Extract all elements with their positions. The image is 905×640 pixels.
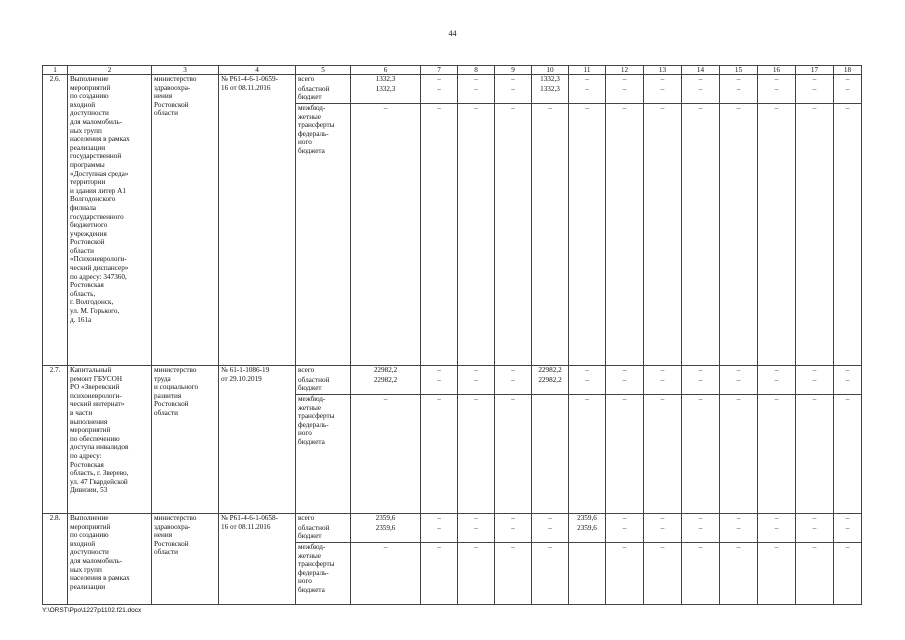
contract-number: № 61-1-1086-19 от 29.10.2019 (219, 366, 296, 514)
amount-cell: – (796, 514, 834, 524)
amount-cell: – (532, 543, 569, 605)
contract-number: № Р61-4-6-1-0658- 16 от 08.11.2016 (219, 514, 296, 605)
amount-cell: – (421, 104, 458, 366)
amount-cell: – (351, 395, 421, 514)
column-header: 9 (495, 66, 532, 75)
funding-source-label: межбюд- жетные трансферты федераль- ного бюджета (296, 543, 351, 605)
row-number: 2.8. (43, 514, 68, 605)
table-row (43, 514, 862, 524)
column-header: 8 (458, 66, 495, 75)
amount-cell: – (682, 366, 720, 376)
column-header: 6 (351, 66, 421, 75)
amount-cell: – (720, 376, 758, 395)
amount-cell: – (682, 75, 720, 85)
program-table (42, 65, 862, 605)
amount-cell: – (495, 524, 532, 543)
amount-cell: – (682, 543, 720, 605)
amount-cell: – (682, 85, 720, 104)
amount-cell: – (682, 514, 720, 524)
column-header: 17 (796, 66, 834, 75)
amount-cell: – (569, 376, 606, 395)
funding-source-label: областной бюджет (296, 376, 351, 395)
executor: министерство труда и социального развития Ростовской области (152, 366, 219, 514)
row-number: 2.7. (43, 366, 68, 514)
amount-cell: – (796, 75, 834, 85)
amount-cell: – (351, 104, 421, 366)
amount-cell: – (421, 543, 458, 605)
amount-cell: – (834, 85, 862, 104)
measure-name: Выполнение мероприятий по созданию входной доступности для маломобиль- ных групп населения в рамках реализации (68, 514, 152, 605)
table-body (43, 66, 862, 605)
amount-cell: – (569, 85, 606, 104)
amount-cell: – (720, 366, 758, 376)
measure-name: Капитальный ремонт ГБУСОН РО «Зверевский психоневрологи- ческий интернат» в части выполнения мероприятий по обеспечению доступа инвалидов по адресу: Ростовская область, г. Зверево, ул. 47 Гвардейской Дивизии, 53 (68, 366, 152, 514)
amount-cell: – (606, 395, 644, 514)
amount-cell: – (569, 75, 606, 85)
amount-cell: – (644, 104, 682, 366)
amount-cell: – (458, 514, 495, 524)
column-header: 2 (68, 66, 152, 75)
amount-cell: 1332,3 (351, 75, 421, 85)
amount-cell: – (644, 524, 682, 543)
amount-cell: – (758, 543, 796, 605)
amount-cell: – (682, 395, 720, 514)
amount-cell: – (458, 366, 495, 376)
amount-cell: 22982,2 (351, 376, 421, 395)
amount-cell: – (421, 395, 458, 514)
amount-cell: – (606, 514, 644, 524)
amount-cell: – (796, 543, 834, 605)
amount-cell: – (720, 524, 758, 543)
amount-cell: – (758, 376, 796, 395)
amount-cell: – (758, 366, 796, 376)
amount-cell: 1332,3 (351, 85, 421, 104)
amount-cell: – (834, 75, 862, 85)
amount-cell: – (796, 524, 834, 543)
amount-cell: – (458, 104, 495, 366)
amount-cell: – (421, 75, 458, 85)
amount-cell: – (495, 75, 532, 85)
funding-source-label: межбюд- жетные трансферты федераль- ного бюджета (296, 104, 351, 366)
amount-cell: – (569, 395, 606, 514)
amount-cell: – (758, 85, 796, 104)
amount-cell (532, 395, 569, 514)
amount-cell: 2359,6 (569, 524, 606, 543)
amount-cell: – (458, 395, 495, 514)
table-row (43, 366, 862, 376)
amount-cell: – (720, 104, 758, 366)
amount-cell: – (834, 514, 862, 524)
amount-cell: – (644, 543, 682, 605)
amount-cell: – (458, 376, 495, 395)
amount-cell: – (351, 543, 421, 605)
amount-cell: – (606, 366, 644, 376)
amount-cell: – (796, 376, 834, 395)
amount-cell: 1332,3 (532, 75, 569, 85)
amount-cell: – (796, 85, 834, 104)
amount-cell: – (421, 85, 458, 104)
amount-cell: 2359,6 (569, 514, 606, 524)
executor: министерство здравоохра- нения Ростовской области (152, 75, 219, 366)
column-header: 11 (569, 66, 606, 75)
amount-cell: 22982,2 (351, 366, 421, 376)
column-header: 7 (421, 66, 458, 75)
column-header: 15 (720, 66, 758, 75)
amount-cell: 22982,2 (532, 366, 569, 376)
contract-number: № Р61-4-6-1-0659- 16 от 08.11.2016 (219, 75, 296, 366)
amount-cell: – (495, 104, 532, 366)
column-header: 3 (152, 66, 219, 75)
amount-cell: – (458, 543, 495, 605)
amount-cell: – (644, 395, 682, 514)
amount-cell: – (644, 85, 682, 104)
amount-cell: 22982,2 (532, 376, 569, 395)
header-row (43, 66, 862, 75)
column-header: 14 (682, 66, 720, 75)
column-header: 13 (644, 66, 682, 75)
column-header: 10 (532, 66, 569, 75)
amount-cell: – (796, 395, 834, 514)
column-header: 16 (758, 66, 796, 75)
funding-source-label: областной бюджет (296, 85, 351, 104)
amount-cell: – (421, 524, 458, 543)
funding-source-label: областной бюджет (296, 524, 351, 543)
amount-cell: – (720, 75, 758, 85)
column-header: 12 (606, 66, 644, 75)
funding-source-label: межбюд- жетные трансферты федераль- ного бюджета (296, 395, 351, 514)
amount-cell: – (495, 366, 532, 376)
amount-cell: – (458, 75, 495, 85)
page-number: 44 (448, 29, 457, 38)
amount-cell: – (606, 376, 644, 395)
amount-cell: – (532, 524, 569, 543)
amount-cell: – (458, 524, 495, 543)
table-row (43, 75, 862, 85)
amount-cell: – (758, 395, 796, 514)
amount-cell: – (758, 75, 796, 85)
amount-cell: – (421, 514, 458, 524)
amount-cell: – (495, 514, 532, 524)
amount-cell: – (495, 376, 532, 395)
amount-cell: 2359,6 (351, 524, 421, 543)
amount-cell: – (758, 514, 796, 524)
amount-cell: – (532, 514, 569, 524)
amount-cell: – (796, 104, 834, 366)
amount-cell: – (720, 514, 758, 524)
executor: министерство здравоохра- нения Ростовской области (152, 514, 219, 605)
amount-cell: – (606, 104, 644, 366)
row-number: 2.6. (43, 75, 68, 366)
column-header: 5 (296, 66, 351, 75)
amount-cell: – (758, 524, 796, 543)
amount-cell: – (569, 104, 606, 366)
amount-cell (569, 543, 606, 605)
amount-cell: – (644, 514, 682, 524)
amount-cell: – (720, 543, 758, 605)
amount-cell: – (644, 366, 682, 376)
amount-cell: – (834, 524, 862, 543)
measure-name: Выполнение мероприятий по созданию входной доступности для маломобиль- ных групп населения в рамках реализации государственной программы «Доступная среда» территории и здания литер А1 Волгодонского филиала государственного бюджетного учреждения Ростовской области «Психоневрологи- ческий диспансер» по адресу: 347360, Ростовская область, г. Волгодонск, ул. М. Горького, д. 161а (68, 75, 152, 366)
funding-source-label: всего (296, 366, 351, 376)
amount-cell: – (532, 104, 569, 366)
amount-cell: – (834, 543, 862, 605)
amount-cell: – (682, 104, 720, 366)
amount-cell: – (758, 104, 796, 366)
amount-cell: – (606, 543, 644, 605)
amount-cell: 2359,6 (351, 514, 421, 524)
amount-cell: – (720, 395, 758, 514)
amount-cell: – (606, 85, 644, 104)
file-path-footer: Y:\ORST\Ppo\1227p1102.f21.docx (42, 607, 142, 614)
amount-cell: – (606, 75, 644, 85)
amount-cell: – (682, 376, 720, 395)
column-header: 18 (834, 66, 862, 75)
amount-cell: – (644, 75, 682, 85)
amount-cell: – (796, 366, 834, 376)
amount-cell: – (495, 85, 532, 104)
amount-cell: – (495, 543, 532, 605)
amount-cell: – (834, 104, 862, 366)
column-header: 4 (219, 66, 296, 75)
column-header: 1 (43, 66, 68, 75)
amount-cell: – (682, 524, 720, 543)
funding-source-label: всего (296, 514, 351, 524)
amount-cell: – (606, 524, 644, 543)
amount-cell: – (495, 395, 532, 514)
amount-cell: – (458, 85, 495, 104)
amount-cell: – (720, 85, 758, 104)
amount-cell: – (834, 376, 862, 395)
amount-cell: – (421, 366, 458, 376)
amount-cell: – (834, 395, 862, 514)
amount-cell: – (834, 366, 862, 376)
amount-cell: – (421, 376, 458, 395)
amount-cell: – (569, 366, 606, 376)
amount-cell: – (644, 376, 682, 395)
amount-cell: 1332,3 (532, 85, 569, 104)
funding-source-label: всего (296, 75, 351, 85)
